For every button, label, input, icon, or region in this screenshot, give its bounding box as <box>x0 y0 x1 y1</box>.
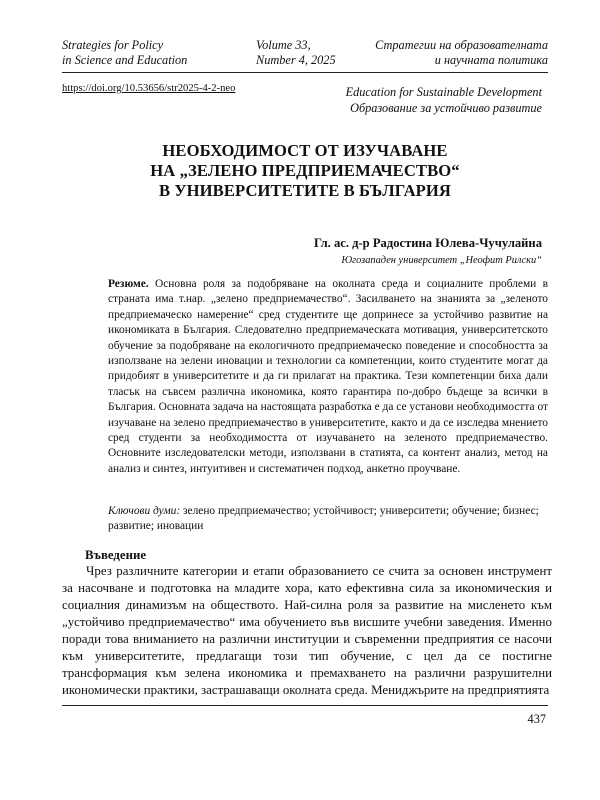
abstract <box>108 277 548 477</box>
keywords-text: зелено предприемачество; устойчивост; университети; обучение; бизнес; развитие; иновации <box>108 505 539 533</box>
journal-name-bg-line2: и научната политика <box>434 53 548 67</box>
section-tag-bg: Образование за устойчиво развитие <box>350 101 542 115</box>
number-label: Number 4, 2025 <box>256 53 336 67</box>
volume-label: Volume 33, <box>256 38 311 52</box>
header-divider <box>62 72 548 73</box>
keywords <box>108 504 548 535</box>
journal-name-bg-line1: Стратегии на образователната <box>375 38 548 52</box>
keywords-label: Ключови думи: <box>108 505 181 517</box>
title-line-3: В УНИВЕРСИТЕТИТЕ В БЪЛГАРИЯ <box>158 181 452 200</box>
journal-name-en <box>62 38 187 68</box>
section-tag-en: Education for Sustainable Development <box>345 85 542 99</box>
author-name: Гл. ас. д-р Радостина Юлева-Чучулайна <box>313 236 542 250</box>
title-line-1: НЕОБХОДИМОСТ ОТ ИЗУЧАВАНЕ <box>162 141 448 160</box>
title-line-2: НА „ЗЕЛЕНО ПРЕДПРИЕМАЧЕСТВО“ <box>150 161 460 180</box>
running-header <box>62 38 548 72</box>
section-tag <box>346 84 542 116</box>
footer-divider <box>62 705 548 706</box>
introduction-paragraph: Чрез различните категории и етапи образованието се счита за основен инструмент за насочване и подготовка на младите хора, като ефективна сила за икономическия и социалния динамизъм на обществото. Най-силна роля за развитие на мисленето към „устойчиво предприемачество“ има обучението във висшите учебни заведения. Именно поради това вниманието на различни институции и съвременни предприятия се насочи към университетите, предлагащи този тип обучение, с цел да се постигне трансформация към зелена икономика и премахването на различни разрушителни икономически практики, застрашаващи околната среда. Мениджърите на предприятията <box>62 564 552 697</box>
page-number: 437 <box>527 712 546 726</box>
author-affiliation: Югозападен университет „Неофит Рилски“ <box>341 255 542 266</box>
section-heading-introduction: Въведение <box>85 548 146 562</box>
abstract-label: Резюме. <box>108 278 149 290</box>
journal-name-bg <box>375 38 548 68</box>
abstract-text: Основна роля за подобряване на околната среда и социалните проблеми в страната има т.нар. „зелено предприемачество“. Засилването на знанията за „зеленото предприемаческо намерение“ сред студентите ще допринесе за устойчиво развитие на икономиката в България. Следователно предприемаческата мотивация, университетското обучение за подобряване на екологичното предприемаческо поведение и способността за използване на зелени иновации и технологии са компетенции, които студентите могат да придобият в университетите и да ги прилагат на практика. Тези компетенции биха дали тласък на съвсем различна икономика, която гарантира по-добро бъдеще за всички в България. Основната задача на настоящата разработка е да се установи необходимостта от изучаване на зелено предприемачество в университетите, както и да се изследва мнението сред студенти за необходимостта от изучаването на зеленото предприемачество. Основните изследователски методи, използвани в статията, са контент анализ, метод на анализ и синтез, интуитивен и систематичен подход, анкетно проучване. <box>108 278 548 475</box>
article-title <box>62 141 548 201</box>
issue-info <box>256 38 336 68</box>
journal-name-en-line1: Strategies for Policy <box>62 38 164 52</box>
doi-link[interactable]: https://doi.org/10.53656/str2025-4-2-neo <box>62 83 236 94</box>
journal-name-en-line2: in Science and Education <box>62 53 188 67</box>
